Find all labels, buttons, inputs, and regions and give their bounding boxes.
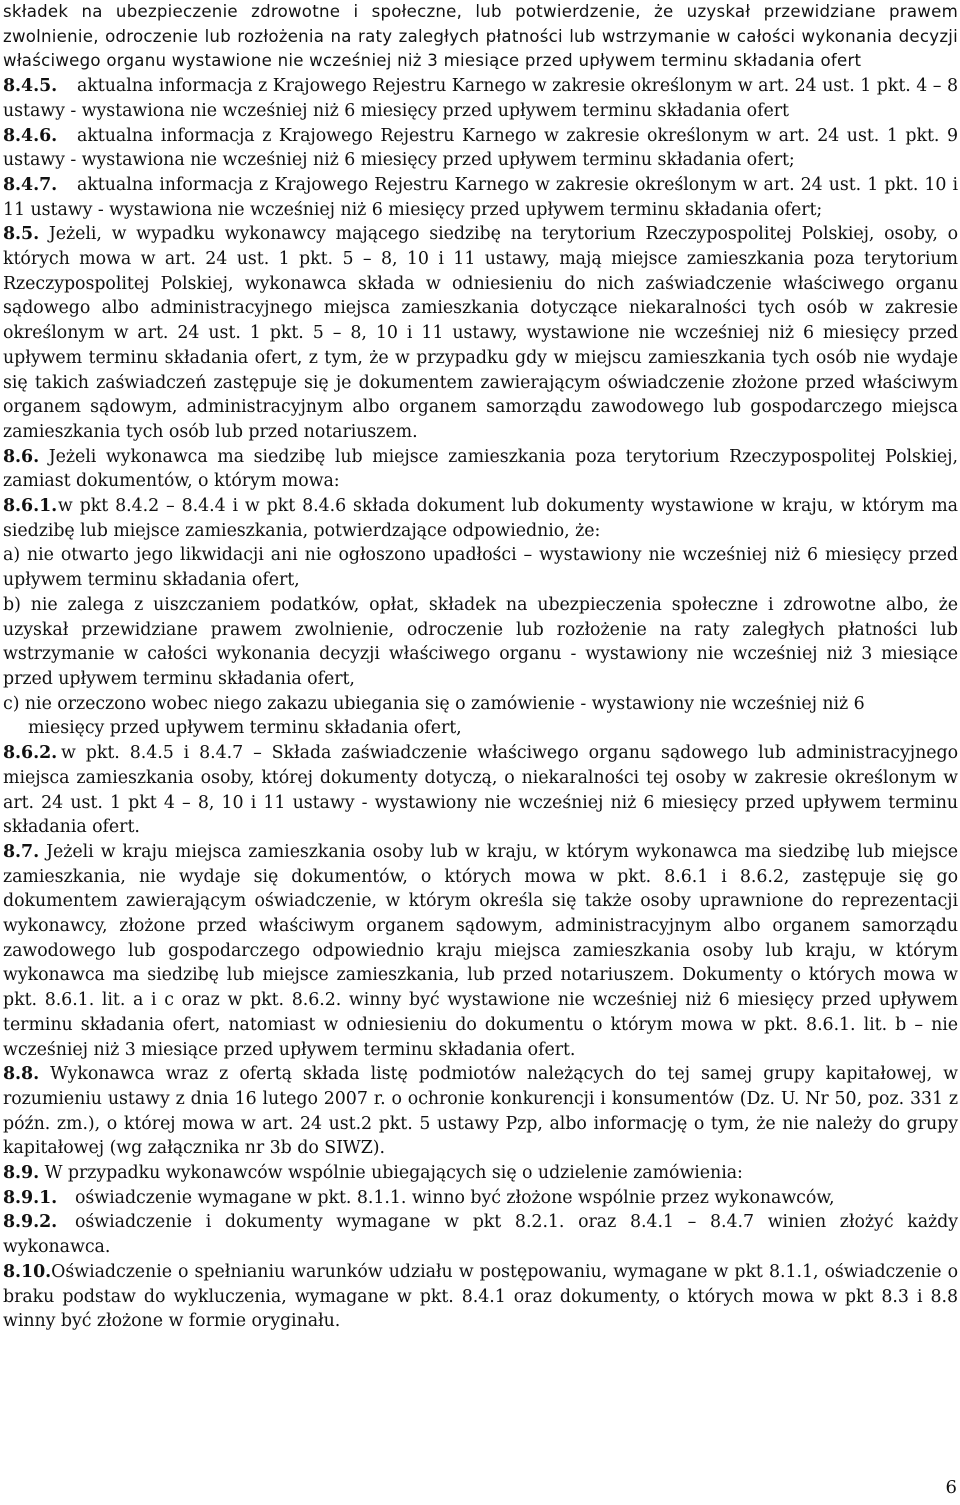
- paragraph-number: 8.6.2.: [3, 743, 58, 764]
- paragraph-text: Jeżeli w kraju miejsca zamieszkania osoby lub w kraju, w którym wykonawca ma siedzibę lub miejsce zamieszkania, nie wydaje się dokumentów, o których mowa w pkt. 8.6.1 i 8.6.2, zastępuje się go dokumentem zawierającym oświadczenie, w którym określa się także osoby uprawnione do reprezentacji wykonawcy, złożone przed właściwym organem sądowym, administracyjnym albo organem samorządu zawodowego lub gospodarczego odpowiednio kraju miejsca zamieszkania osoby lub kraju, w którym wykonawca ma siedzibę lub miejsce zamieszkania, lub przed notariuszem. Dokumenty o których mowa w pkt. 8.6.1. lit. a i c oraz w pkt. 8.6.2. winny być wystawione nie wcześniej niż 6 miesięcy przed upływem terminu składania ofert, natomiast w odniesieniu do dokumentu o którym mowa w pkt. 8.6.1. lit. b – nie wcześniej niż 3 miesiące przed upływem terminu składania ofert.: [3, 841, 958, 1060]
- paragraph-text: oświadczenie i dokumenty wymagane w pkt 8.2.1. oraz 8.4.1 – 8.4.7 winien złożyć każdy wykonawca.: [3, 1212, 958, 1258]
- paragraph-continuation: [3, 0, 958, 74]
- paragraph-text: aktualna informacja z Krajowego Rejestru Karnego w zakresie określonym w art. 24 ust. 1 pkt. 10 i 11 ustawy - wystawiona nie wcześniej niż 6 miesięcy przed upływem terminu składania ofert;: [3, 174, 958, 220]
- paragraph-text: Jeżeli, w wypadku wykonawcy mającego siedzibę na terytorium Rzeczypospolitej Polskiej, osoby, o których mowa w art. 24 ust. 1 pkt. 5 – 8, 10 i 11 ustawy, mają miejsce zamieszkania poza terytorium Rzeczypospolitej Polskiej, wykonawca składa w odniesieniu do nich zaświadczenie właściwego organu sądowego albo administracyjnego miejsca zamieszkania dotyczące niekaralności tych osób w zakresie określonym w art. 24 ust. 1 pkt. 5 – 8, 10 i 11 ustawy, wystawione nie wcześniej niż 6 miesięcy przed upływem terminu składania ofert, z tym, że w przypadku gdy w miejscu zamieszkania tych osób nie wydaje się takich zaświadczeń zastępuje się je dokumentem zawierającym oświadczenie złożone przed właściwym organem sądowym, administracyjnym albo organem samorządu zawodowego lub gospodarczego miejsca zamieszkania tych osób lub przed notariuszem.: [3, 224, 958, 442]
- paragraph-8-8: [3, 1062, 958, 1161]
- paragraph-number: 8.7.: [3, 841, 40, 862]
- paragraph-number: 8.8.: [3, 1064, 40, 1085]
- paragraph-text: miesięcy przed upływem terminu składania ofert,: [28, 718, 462, 739]
- paragraph-8-9-1: [3, 1186, 958, 1211]
- paragraph-8-7: [3, 840, 958, 1062]
- paragraph-text: a) nie otwarto jego likwidacji ani nie ogłoszono upadłości – wystawiony nie wcześniej niż 6 miesięcy przed upływem terminu składania ofert,: [3, 545, 958, 591]
- list-item-a: [3, 543, 958, 592]
- paragraph-number: 8.4.7.: [3, 174, 58, 195]
- paragraph-text: składek na ubezpieczenie zdrowotne i społeczne, lub potwierdzenie, że uzyskał przewidziane prawem zwolnienie, odroczenie lub rozłożenia na raty zaległych płatności lub wstrzymanie w całości wykonania decyzji właściwego organu wystawione nie wcześniej niż 3 miesiące przed upływem terminu składania ofert: [3, 2, 958, 71]
- paragraph-text: Wykonawca wraz z ofertą składa listę podmiotów należących do tej samej grupy kapitałowej, w rozumieniu ustawy z dnia 16 lutego 2007 r. o ochronie konkurencji i konsumentów (Dz. U. Nr 50, poz. 331 z późn. zm.), o której mowa w art. 24 ust.2 pkt. 5 ustawy Pzp, albo informację o tym, że nie należy do grupy kapitałowej (wg załącznika nr 3b do SIWZ).: [3, 1064, 958, 1159]
- paragraph-8-4-5: [3, 74, 958, 123]
- paragraph-number: 8.9.: [3, 1163, 40, 1184]
- paragraph-8-6: [3, 445, 958, 494]
- paragraph-text: aktualna informacja z Krajowego Rejestru Karnego w zakresie określonym w art. 24 ust. 1 pkt. 4 – 8 ustawy - wystawiona nie wcześniej niż 6 miesięcy przed upływem terminu składania ofert: [3, 76, 958, 121]
- page-number: 6: [945, 1477, 957, 1498]
- list-item-c-continuation: [3, 716, 958, 741]
- list-item-b: [3, 593, 958, 692]
- paragraph-8-9-2: [3, 1210, 958, 1259]
- paragraph-text: Oświadczenie o spełnianiu warunków udziału w postępowaniu, wymagane w pkt 8.1.1, oświadczenie o braku podstaw do wykluczenia, wymagane w pkt. 8.4.1 oraz dokumenty, o których mowa w pkt 8.3 i 8.8 winny być złożone w formie oryginału.: [3, 1261, 958, 1332]
- paragraph-text: W przypadku wykonawców wspólnie ubiegających się o udzielenie zamówienia:: [44, 1163, 743, 1184]
- paragraph-number: 8.9.1.: [3, 1187, 58, 1208]
- paragraph-text: w pkt. 8.4.5 i 8.4.7 – Składa zaświadczenie właściwego organu sądowego lub administracyjnego miejsca zamieszkania osoby, której dokumenty dotyczą, o niekaralności tej osoby w zakresie określonym w art. 24 ust. 1 pkt 4 – 8, 10 i 11 ustawy - wystawiony nie wcześniej niż 6 miesięcy przed upływem terminu składania ofert.: [3, 743, 958, 838]
- paragraph-8-10: [3, 1260, 958, 1334]
- paragraph-8-4-6: [3, 124, 958, 173]
- paragraph-number: 8.10.: [3, 1261, 52, 1282]
- paragraph-number: 8.6.: [3, 446, 40, 467]
- paragraph-8-6-2: [3, 741, 958, 840]
- paragraph-8-4-7: [3, 173, 958, 222]
- list-item-c: [3, 692, 958, 717]
- paragraph-text: b) nie zalega z uiszczaniem podatków, opłat, składek na ubezpieczenia społeczne i zdrowotne albo, że uzyskał przewidziane prawem zwolnienie, odroczenie lub rozłożenie na raty zaległych płatności lub wstrzymanie w całości wykonania decyzji właściwego organu - wystawiony nie wcześniej niż 3 miesiące przed upływem terminu składania ofert,: [3, 594, 958, 689]
- paragraph-text: oświadczenie wymagane w pkt. 8.1.1. winno być złożone wspólnie przez wykonawców,: [75, 1187, 835, 1208]
- paragraph-number: 8.6.1.: [3, 496, 58, 517]
- paragraph-number: 8.9.2.: [3, 1212, 58, 1233]
- paragraph-text: w pkt 8.4.2 – 8.4.4 i w pkt 8.4.6 składa dokument lub dokumenty wystawione w kraju, w którym ma siedzibę lub miejsce zamieszkania, potwierdzające odpowiednio, że:: [3, 496, 958, 541]
- paragraph-text: Jeżeli wykonawca ma siedzibę lub miejsce zamieszkania poza terytorium Rzeczypospolitej Polskiej, zamiast dokumentów, o którym mowa:: [3, 446, 958, 492]
- paragraph-number: 8.4.5.: [3, 76, 58, 97]
- paragraph-text: aktualna informacja z Krajowego Rejestru Karnego w zakresie określonym w art. 24 ust. 1 pkt. 9 ustawy - wystawiona nie wcześniej niż 6 miesięcy przed upływem terminu składania ofert;: [3, 125, 958, 171]
- paragraph-8-5: [3, 222, 958, 444]
- paragraph-number: 8.4.6.: [3, 125, 58, 146]
- document-body: [3, 0, 958, 1334]
- paragraph-8-6-1: [3, 494, 958, 543]
- paragraph-8-9: [3, 1161, 958, 1186]
- paragraph-number: 8.5.: [3, 224, 40, 245]
- paragraph-text: c) nie orzeczono wobec niego zakazu ubiegania się o zamówienie - wystawiony nie wcześniej niż 6: [3, 693, 865, 714]
